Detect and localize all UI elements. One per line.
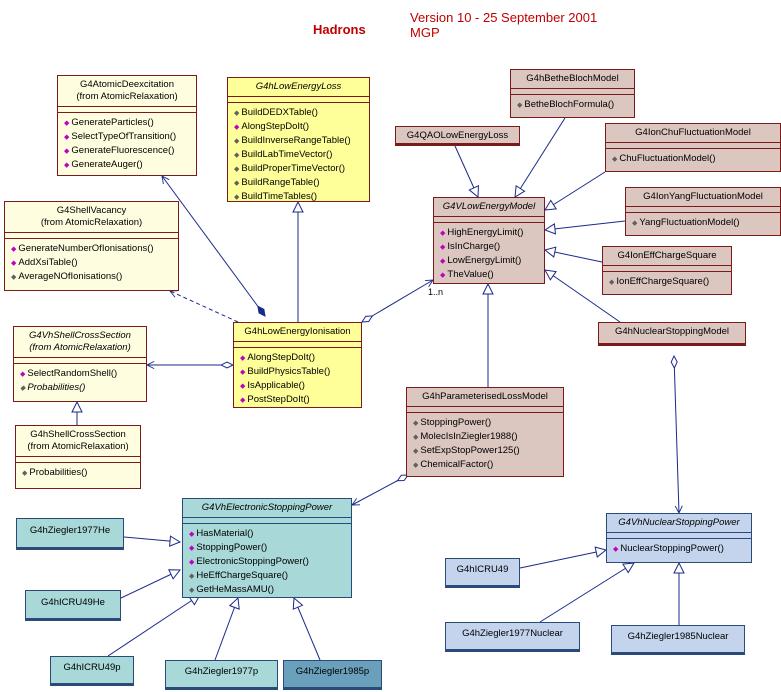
class-header (183, 499, 351, 518)
operation-label: ◆ IsApplicable() (240, 379, 358, 393)
class-icru49[interactable] (445, 558, 520, 588)
operation-label: ◆ ChuFluctuationModel() (612, 152, 777, 166)
version-line: Version 10 - 25 September 2001 (410, 10, 598, 25)
class-ziegler1977p[interactable] (165, 660, 278, 690)
class-label: G4hParameterisedLossModel (422, 391, 548, 402)
diagram-title: Hadrons (313, 22, 366, 37)
class-header (612, 626, 744, 646)
class-header (606, 124, 780, 143)
inherit-z1985p (294, 598, 320, 660)
operation-label: ◆ SelectTypeOfTransition() (64, 130, 193, 144)
operations-compartment (407, 413, 563, 474)
class-label: G4hICRU49p (63, 662, 121, 673)
assoc-ionisation-model (362, 280, 433, 322)
operations-compartment (626, 213, 780, 232)
operations-compartment (606, 149, 780, 168)
operation-label: ◆ GenerateNumberOfIonisations() (11, 242, 175, 256)
operation-label: ◆ BuildTimeTables() (234, 190, 366, 204)
class-label: G4hNuclearStoppingModel (614, 326, 730, 337)
class-header (5, 202, 178, 233)
class-header (14, 327, 146, 358)
class-label: G4hLowEnergyIonisation (244, 326, 351, 337)
operation-label: ◆ BuildProperTimeVector() (234, 162, 366, 176)
operation-label: ◆ AddXsiTable() (11, 256, 175, 270)
class-shell-vacancy[interactable] (4, 201, 179, 291)
assoc-param-electronic (352, 475, 408, 505)
operation-label: ◆ BuildInverseRangeTable() (234, 134, 366, 148)
class-parameterised-loss-model[interactable] (406, 387, 564, 477)
class-header (284, 661, 381, 681)
inherit-yang (545, 221, 625, 230)
operation-label: ◆ GenerateAuger() (64, 158, 193, 172)
class-header (407, 388, 563, 407)
class-label: G4hShellCrossSection (30, 429, 126, 440)
operations-compartment (183, 524, 351, 599)
inherit-z1977p (215, 598, 238, 660)
class-ion-chu-model[interactable] (605, 123, 781, 172)
class-header (607, 514, 751, 533)
class-shell-cross-section[interactable] (15, 425, 141, 489)
class-header (446, 623, 579, 643)
class-label: G4hZiegler1977He (29, 525, 111, 536)
class-ziegler1977he[interactable] (16, 518, 124, 550)
operation-label: ◆ BuildRangeTable() (234, 176, 366, 190)
operation-label: ◆ LowEnergyLimit() (440, 254, 541, 268)
operation-label: ◆ TheValue() (440, 268, 541, 282)
class-label: G4hICRU49He (41, 597, 105, 608)
operation-label: ◆ GenerateParticles() (64, 116, 193, 130)
operations-compartment (228, 103, 369, 206)
class-low-energy-loss[interactable] (227, 77, 370, 202)
operation-label: ◆ NuclearStoppingPower() (613, 542, 748, 556)
operation-label: ◆ StoppingPower() (189, 541, 348, 555)
operation-label: ◆ BuildPhysicsTable() (240, 365, 358, 379)
dep-ionisation-vacancy (170, 291, 238, 322)
class-icru49p[interactable] (50, 656, 134, 686)
class-label: (from AtomicRelaxation) (76, 91, 178, 102)
class-header (166, 661, 277, 681)
class-label: G4IonEffChargeSquare (617, 250, 717, 261)
class-label: G4hLowEnergyLoss (255, 81, 342, 92)
class-label: G4VhElectronicStoppingPower (201, 502, 333, 513)
inherit-icru49p (108, 595, 200, 656)
operation-label: ◆ GetHeMassAMU() (189, 583, 348, 597)
class-label: G4IonYangFluctuationModel (643, 191, 763, 202)
class-nuclear-stopping-model[interactable] (598, 322, 746, 346)
operation-label: ◆ Probabilities() (20, 381, 143, 395)
operation-label: ◆ PostStepDoIt() (240, 393, 358, 407)
operation-label: ◆ GenerateFluorescence() (64, 144, 193, 158)
class-header (17, 519, 123, 540)
inherit-z1977he (124, 537, 180, 542)
class-header (51, 657, 133, 677)
class-vh-nuclear-stopping-power[interactable] (606, 513, 752, 563)
class-label: G4VhShellCrossSection (29, 330, 131, 341)
inherit-qao (455, 146, 478, 197)
inherit-icru49 (520, 550, 606, 568)
class-header (599, 323, 745, 341)
class-ion-yang-model[interactable] (625, 187, 781, 236)
operation-label: ◆ MolecIsInZiegler1988() (413, 430, 560, 444)
class-header (234, 323, 361, 342)
operation-label: ◆ HighEnergyLimit() (440, 226, 541, 240)
operation-label: ◆ IonEffChargeSquare() (609, 275, 728, 289)
operation-label: ◆ HasMaterial() (189, 527, 348, 541)
operations-compartment (14, 364, 146, 397)
operation-label: ◆ ElectronicStoppingPower() (189, 555, 348, 569)
operation-label: ◆ BetheBlochFormula() (517, 98, 631, 112)
operation-label: ◆ HeEffChargeSquare() (189, 569, 348, 583)
class-header (434, 198, 544, 217)
operation-label: ◆ SelectRandomShell() (20, 367, 143, 381)
operation-label: ◆ SetExpStopPower125() (413, 444, 560, 458)
class-vh-shell-cross-section[interactable] (13, 326, 147, 402)
operations-compartment (58, 113, 196, 174)
class-header (58, 76, 196, 107)
class-icru49he[interactable] (25, 590, 121, 621)
class-ziegler1985p[interactable] (283, 660, 382, 690)
operations-compartment (511, 95, 634, 114)
class-qao-low-energy-loss[interactable] (395, 126, 520, 146)
operations-compartment (16, 463, 140, 482)
class-low-energy-ionisation[interactable] (233, 322, 362, 408)
class-vh-electronic-stopping-power[interactable] (182, 498, 352, 598)
class-label: G4hICRU49 (456, 564, 509, 575)
operation-label: ◆ IsInCharge() (440, 240, 541, 254)
class-label: G4hZiegler1985p (295, 666, 370, 677)
class-label: G4hZiegler1977p (184, 666, 259, 677)
class-bethe-bloch-model[interactable] (510, 69, 635, 118)
operation-label: ◆ StoppingPower() (413, 416, 560, 430)
class-vlow-energy-model[interactable] (433, 197, 545, 284)
class-label: G4hBetheBlochModel (526, 73, 619, 84)
class-ziegler1977nuclear[interactable] (445, 622, 580, 652)
assoc-nuclear (674, 356, 679, 513)
inherit-z1977nuc (540, 563, 634, 622)
operation-label: ◆ BuildLabTimeVector() (234, 148, 366, 162)
operation-label: ◆ YangFluctuationModel() (632, 216, 777, 230)
class-header (603, 247, 731, 266)
operations-compartment (607, 539, 751, 558)
inherit-chu (545, 172, 605, 210)
operation-label: ◆ AlongStepDoIt() (240, 351, 358, 365)
operations-compartment (434, 223, 544, 284)
inherit-icru49he (121, 570, 180, 598)
operation-label: ◆ BuildDEDXTable() (234, 106, 366, 120)
class-label: G4hZiegler1985Nuclear (627, 631, 729, 642)
class-label: G4VhNuclearStoppingPower (618, 517, 740, 528)
class-ziegler1985nuclear[interactable] (611, 625, 745, 655)
class-label: G4VLowEnergyModel (442, 201, 536, 212)
class-label: (from AtomicRelaxation) (29, 342, 131, 353)
operations-compartment (234, 348, 361, 409)
class-label: G4QAOLowEnergyLoss (406, 130, 509, 141)
class-label: (from AtomicRelaxation) (27, 441, 129, 452)
class-atomic-deexcitation[interactable] (57, 75, 197, 176)
class-ion-eff-charge-square[interactable] (602, 246, 732, 295)
operations-compartment (5, 239, 178, 286)
operation-label: ◆ Probabilities() (22, 466, 137, 480)
inherit-bethe (515, 118, 565, 197)
operation-label: ◆ ChemicalFactor() (413, 458, 560, 472)
class-label: G4AtomicDeexcitation (80, 79, 174, 90)
class-header (446, 559, 519, 579)
multiplicity-label: 1..n (428, 287, 444, 297)
class-label: G4hZiegler1977Nuclear (462, 628, 563, 639)
class-header (511, 70, 634, 89)
class-header (16, 426, 140, 457)
operation-label: ◆ AlongStepDoIt() (234, 120, 366, 134)
class-header (228, 78, 369, 97)
operation-label: ◆ AverageNOfIonisations() (11, 270, 175, 284)
inherit-effcharge (545, 250, 602, 262)
class-label: G4ShellVacancy (56, 205, 127, 216)
class-header (396, 127, 519, 145)
author-line: MGP (410, 25, 440, 40)
class-label: (from AtomicRelaxation) (40, 217, 143, 228)
class-header (626, 188, 780, 207)
class-header (26, 591, 120, 612)
operations-compartment (603, 272, 731, 291)
class-label: G4IonChuFluctuationModel (635, 127, 751, 138)
